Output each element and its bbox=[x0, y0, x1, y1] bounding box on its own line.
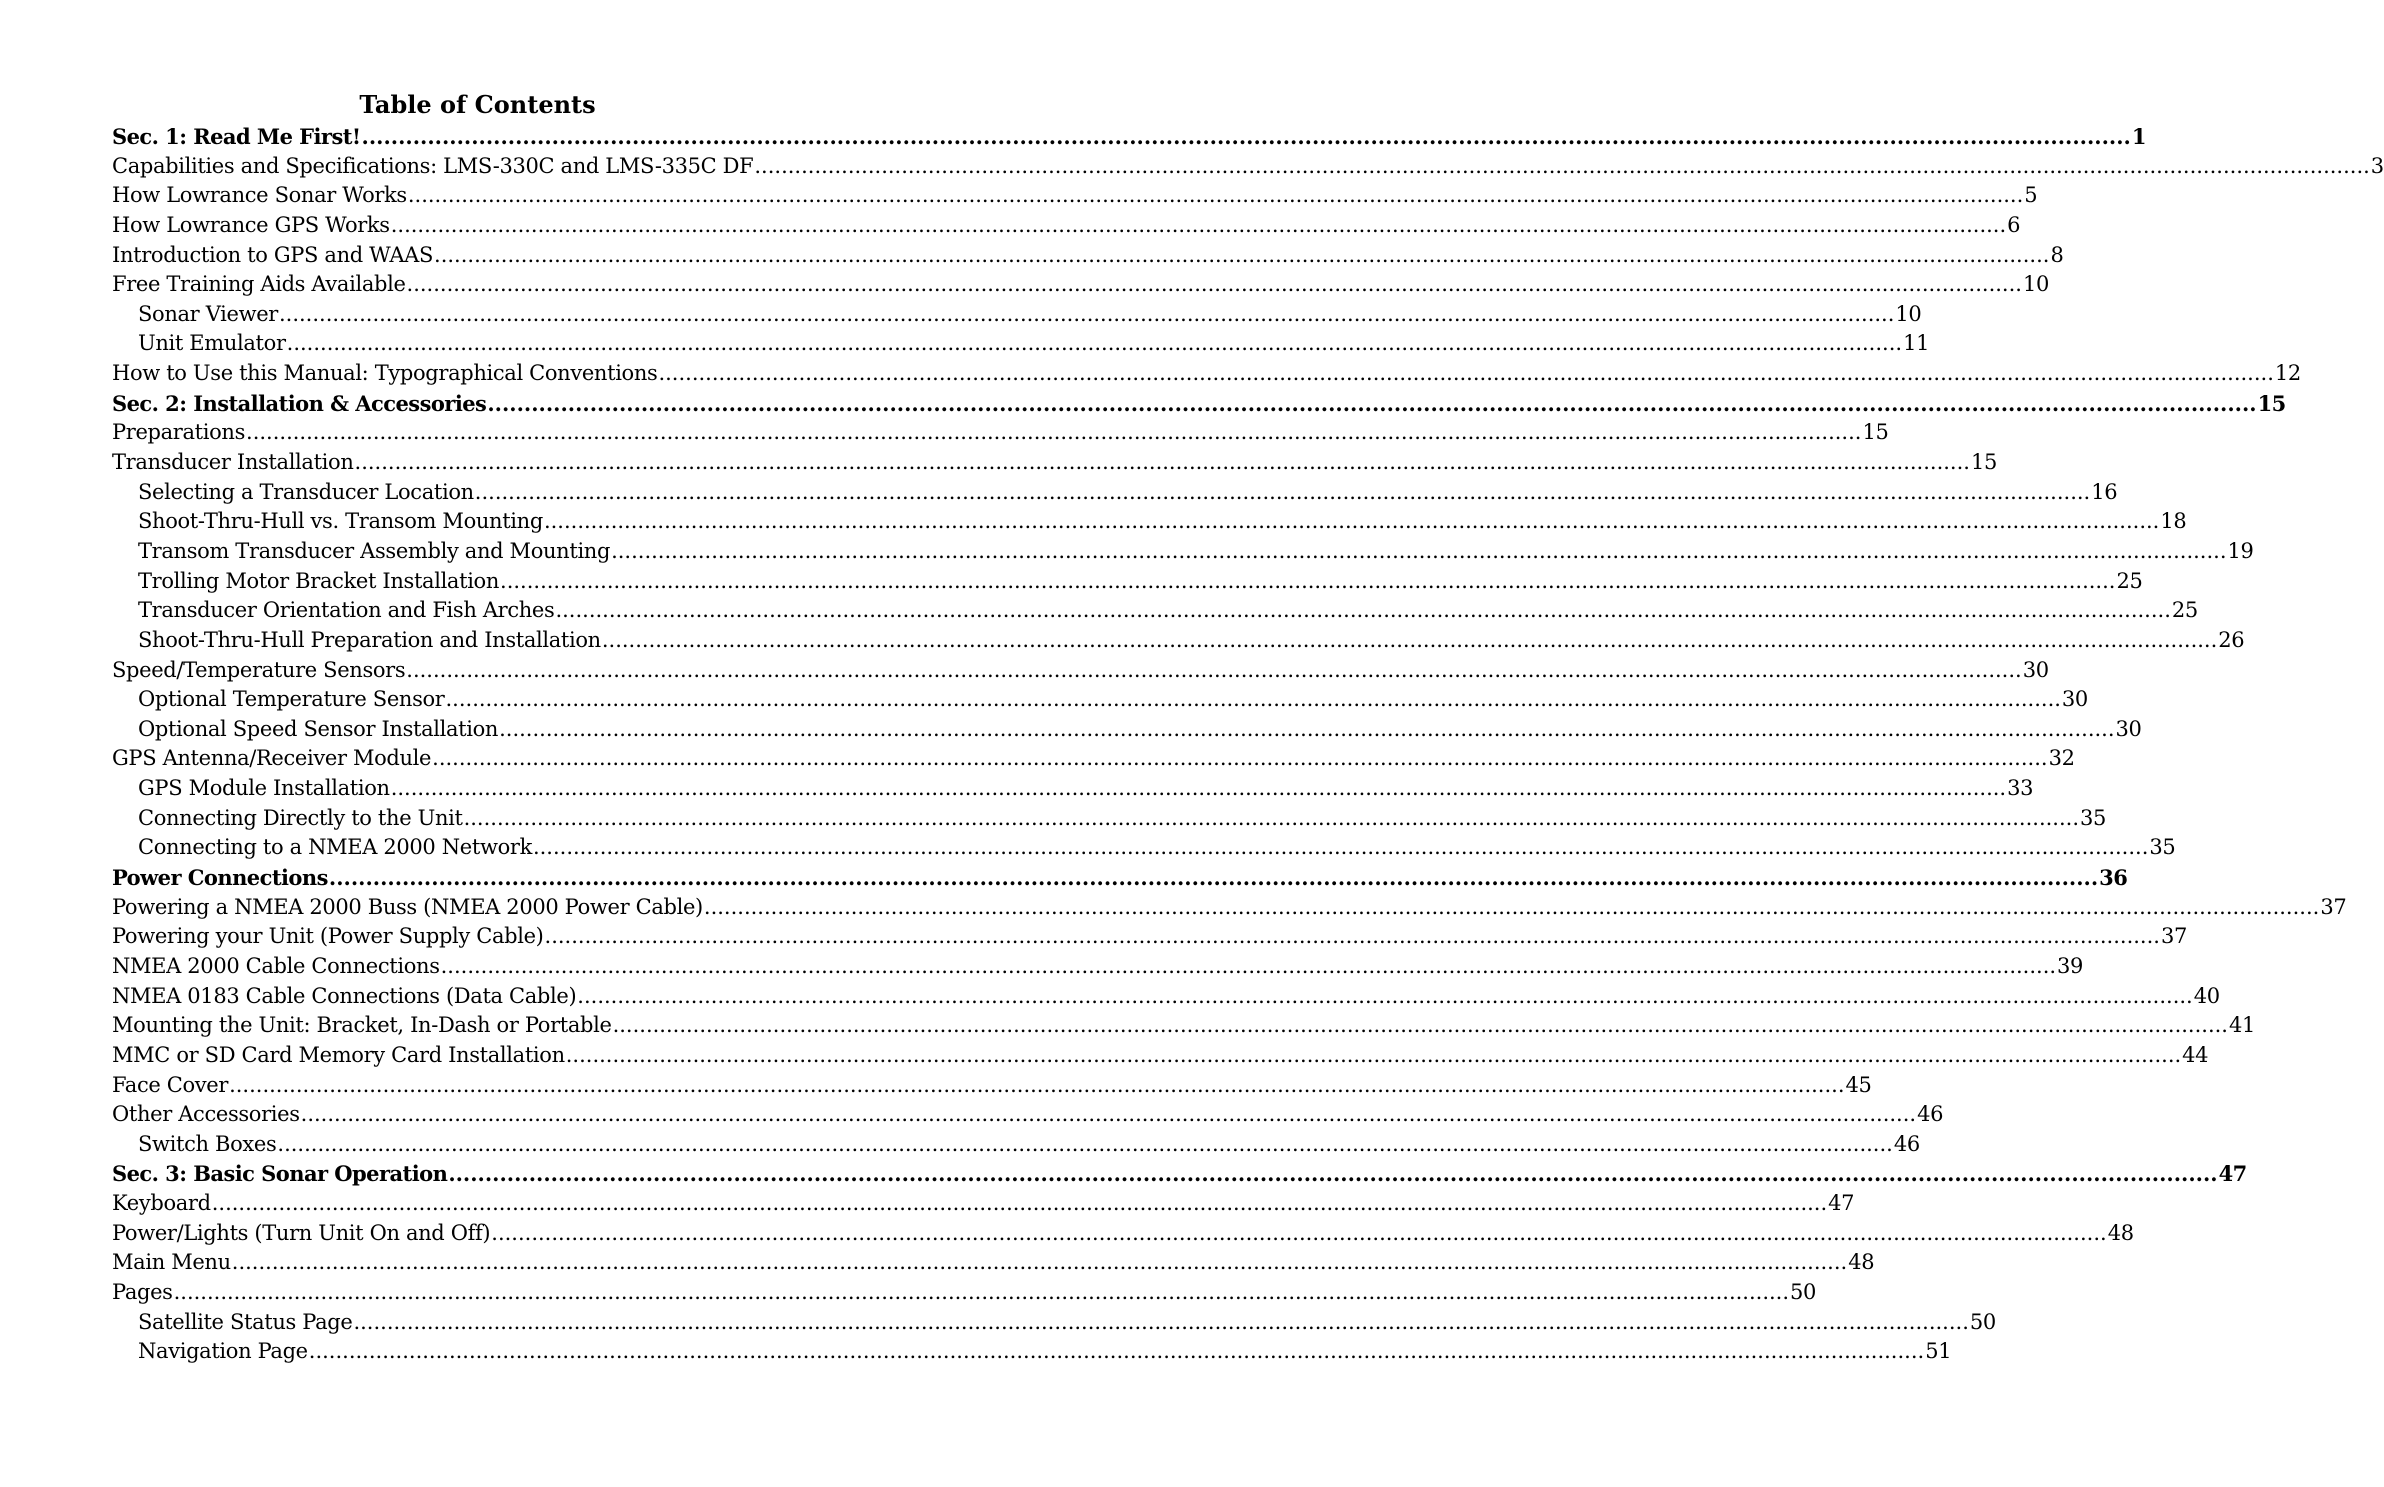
toc-page-number: 32 bbox=[2048, 746, 2075, 771]
toc-dot-leader bbox=[391, 774, 2006, 803]
toc-dot-leader bbox=[246, 418, 1861, 447]
toc-entry bbox=[112, 567, 2143, 597]
toc-entry-label: Sec. 2: Installation & Accessories bbox=[112, 390, 487, 416]
toc-entry-label: Sec. 1: Read Me First! bbox=[112, 124, 361, 149]
toc-dot-leader bbox=[499, 715, 2114, 744]
toc-dot-leader bbox=[391, 211, 2006, 240]
toc-dot-leader bbox=[475, 478, 2090, 507]
toc-entry-label: How Lowrance GPS Works bbox=[112, 212, 390, 237]
toc-entry-label: GPS Antenna/Receiver Module bbox=[112, 746, 432, 771]
toc-entry bbox=[112, 359, 2301, 389]
toc-entry-label: Main Menu bbox=[112, 1250, 231, 1275]
toc-entry-label: NMEA 2000 Cable Connections bbox=[112, 953, 440, 978]
toc-entry-label: Switch Boxes bbox=[138, 1131, 277, 1156]
toc-page-number: 41 bbox=[2228, 1013, 2256, 1038]
toc-page-number: 36 bbox=[2099, 865, 2128, 891]
toc-entry-label: Pages bbox=[112, 1279, 173, 1304]
toc-page-number: 39 bbox=[2057, 953, 2084, 978]
toc-page-number: 30 bbox=[2115, 716, 2142, 741]
toc-dot-leader bbox=[544, 507, 2159, 536]
toc-page-number: 10 bbox=[2022, 272, 2049, 297]
toc-dot-leader bbox=[533, 833, 2148, 862]
toc-entry bbox=[112, 715, 2142, 745]
toc-entry bbox=[112, 833, 2176, 863]
toc-entry bbox=[112, 1219, 2134, 1249]
toc-entry-label: Shoot-Thru-Hull vs. Transom Mounting bbox=[138, 509, 543, 534]
toc-section-heading bbox=[112, 1159, 2247, 1189]
toc-page-number: 3 bbox=[2370, 153, 2384, 178]
toc-page-number: 40 bbox=[2193, 983, 2220, 1008]
toc-page-number: 10 bbox=[1895, 301, 1922, 326]
toc-entry-label: Power Connections bbox=[112, 865, 328, 891]
toc-entry bbox=[112, 1100, 1944, 1130]
toc-page-number: 37 bbox=[2320, 894, 2347, 919]
toc-entry bbox=[112, 1189, 1855, 1219]
toc-entry bbox=[112, 596, 2198, 626]
toc-entry bbox=[112, 418, 1889, 448]
toc-page-number: 46 bbox=[1893, 1131, 1920, 1156]
toc-entry bbox=[112, 241, 2064, 271]
toc-list bbox=[112, 122, 2384, 1367]
toc-page-number: 8 bbox=[2050, 242, 2064, 267]
toc-entry bbox=[112, 922, 2187, 952]
toc-entry-label: Introduction to GPS and WAAS bbox=[112, 242, 434, 267]
toc-section-heading bbox=[112, 122, 2146, 152]
toc-dot-leader bbox=[232, 1248, 1847, 1277]
toc-entry-label: Power/Lights (Turn Unit On and Off) bbox=[112, 1220, 491, 1245]
toc-dot-leader bbox=[355, 448, 1970, 477]
toc-dot-leader bbox=[434, 241, 2049, 270]
toc-entry-label: Selecting a Transducer Location bbox=[138, 479, 474, 504]
toc-page-number: 35 bbox=[2149, 835, 2176, 860]
toc-entry bbox=[112, 507, 2187, 537]
toc-entry-label: Satellite Status Page bbox=[138, 1309, 353, 1334]
toc-page bbox=[112, 88, 2384, 1367]
toc-entry bbox=[112, 656, 2049, 686]
toc-entry-label: Free Training Aids Available bbox=[112, 272, 406, 297]
toc-dot-leader bbox=[287, 329, 1902, 358]
toc-entry-label: Shoot-Thru-Hull Preparation and Installation bbox=[138, 627, 601, 652]
toc-dot-leader bbox=[353, 1308, 1968, 1337]
toc-entry bbox=[112, 152, 2384, 182]
toc-entry bbox=[112, 744, 2075, 774]
toc-page-number: 37 bbox=[2160, 924, 2187, 949]
toc-page-number: 11 bbox=[1903, 331, 1930, 356]
toc-dot-leader bbox=[174, 1278, 1789, 1307]
toc-dot-leader bbox=[464, 804, 2079, 833]
toc-dot-leader bbox=[406, 656, 2021, 685]
toc-dot-leader bbox=[577, 982, 2192, 1011]
toc-dot-leader bbox=[491, 1219, 2106, 1248]
toc-entry-label: Powering a NMEA 2000 Buss (NMEA 2000 Power Cable) bbox=[112, 894, 703, 919]
toc-dot-leader bbox=[229, 1071, 1844, 1100]
toc-entry-label: Other Accessories bbox=[112, 1102, 300, 1127]
toc-entry-label: Transducer Orientation and Fish Arches bbox=[138, 598, 555, 623]
toc-entry bbox=[112, 1130, 1920, 1160]
toc-entry-label: Optional Speed Sensor Installation bbox=[138, 716, 499, 741]
toc-entry bbox=[112, 1308, 1996, 1338]
toc-entry-label: Speed/Temperature Sensors bbox=[112, 657, 406, 682]
toc-dot-leader bbox=[555, 596, 2170, 625]
toc-entry bbox=[112, 1337, 1952, 1367]
toc-entry-label: How Lowrance Sonar Works bbox=[112, 183, 407, 208]
toc-page-number: 50 bbox=[1969, 1309, 1996, 1334]
toc-dot-leader bbox=[545, 922, 2160, 951]
toc-title: Table of Contents bbox=[359, 90, 596, 119]
toc-entry-label: Keyboard bbox=[112, 1191, 211, 1216]
toc-dot-leader bbox=[611, 537, 2226, 566]
toc-entry-label: Connecting to a NMEA 2000 Network bbox=[138, 835, 532, 860]
toc-dot-leader bbox=[329, 863, 2098, 892]
toc-dot-leader bbox=[279, 300, 1894, 329]
toc-page-number: 35 bbox=[2080, 805, 2107, 830]
toc-dot-leader bbox=[446, 685, 2061, 714]
toc-entry bbox=[112, 329, 1930, 359]
toc-entry-label: Preparations bbox=[112, 420, 246, 445]
toc-entry-label: NMEA 0183 Cable Connections (Data Cable) bbox=[112, 983, 577, 1008]
toc-dot-leader bbox=[441, 952, 2056, 981]
toc-entry-label: Trolling Motor Bracket Installation bbox=[138, 568, 500, 593]
toc-page-number: 26 bbox=[2218, 627, 2245, 652]
toc-entry bbox=[112, 774, 2034, 804]
toc-page-number: 25 bbox=[2171, 598, 2198, 623]
toc-page-number: 25 bbox=[2116, 568, 2143, 593]
toc-dot-leader bbox=[704, 893, 2319, 922]
toc-entry bbox=[112, 1011, 2256, 1041]
toc-entry-label: Capabilities and Specifications: LMS-330C and LMS-335C DF bbox=[112, 153, 754, 178]
toc-entry bbox=[112, 300, 1922, 330]
toc-entry-label: Unit Emulator bbox=[138, 331, 286, 356]
toc-dot-leader bbox=[362, 122, 2131, 151]
toc-entry bbox=[112, 181, 2038, 211]
toc-entry-label: MMC or SD Card Memory Card Installation bbox=[112, 1042, 565, 1067]
toc-page-number: 47 bbox=[1828, 1191, 1855, 1216]
toc-entry bbox=[112, 804, 2107, 834]
toc-page-number: 15 bbox=[2257, 390, 2286, 416]
toc-dot-leader bbox=[602, 626, 2217, 655]
toc-entry bbox=[112, 1071, 1872, 1101]
toc-entry bbox=[112, 478, 2118, 508]
toc-dot-leader bbox=[309, 1337, 1924, 1366]
toc-entry-label: Mounting the Unit: Bracket, In-Dash or Portable bbox=[112, 1013, 612, 1038]
toc-page-number: 47 bbox=[2218, 1161, 2247, 1187]
toc-entry-label: Transom Transducer Assembly and Mounting bbox=[138, 538, 611, 563]
toc-entry-label: Face Cover bbox=[112, 1072, 229, 1097]
toc-section-heading bbox=[112, 389, 2286, 419]
toc-page-number: 12 bbox=[2274, 361, 2301, 386]
toc-page-number: 16 bbox=[2091, 479, 2118, 504]
toc-entry bbox=[112, 952, 2084, 982]
toc-entry bbox=[112, 685, 2088, 715]
toc-entry-label: Powering your Unit (Power Supply Cable) bbox=[112, 924, 544, 949]
toc-dot-leader bbox=[408, 181, 2023, 210]
toc-dot-leader bbox=[432, 744, 2047, 773]
toc-page-number: 15 bbox=[1862, 420, 1889, 445]
toc-page-number: 18 bbox=[2160, 509, 2187, 534]
toc-entry-label: Sec. 3: Basic Sonar Operation bbox=[112, 1161, 448, 1187]
toc-entry bbox=[112, 893, 2347, 923]
toc-page-number: 48 bbox=[1848, 1250, 1875, 1275]
toc-entry bbox=[112, 982, 2220, 1012]
toc-entry-label: Transducer Installation bbox=[112, 450, 354, 475]
toc-page-number: 5 bbox=[2024, 183, 2038, 208]
toc-entry-label: Sonar Viewer bbox=[138, 301, 278, 326]
toc-section-heading bbox=[112, 863, 2128, 893]
toc-page-number: 51 bbox=[1925, 1339, 1952, 1364]
toc-page-number: 33 bbox=[2007, 776, 2034, 801]
toc-entry-label: Navigation Page bbox=[138, 1339, 308, 1364]
toc-page-number: 46 bbox=[1917, 1102, 1944, 1127]
toc-entry bbox=[112, 537, 2254, 567]
toc-entry-label: Connecting Directly to the Unit bbox=[138, 805, 463, 830]
toc-dot-leader bbox=[301, 1100, 1916, 1129]
toc-dot-leader bbox=[212, 1189, 1827, 1218]
toc-dot-leader bbox=[658, 359, 2273, 388]
toc-page-number: 19 bbox=[2227, 538, 2254, 563]
toc-page-number: 48 bbox=[2107, 1220, 2134, 1245]
toc-entry bbox=[112, 626, 2245, 656]
toc-entry bbox=[112, 211, 2021, 241]
toc-dot-leader bbox=[407, 270, 2022, 299]
toc-entry bbox=[112, 1248, 1875, 1278]
toc-dot-leader bbox=[448, 1159, 2217, 1188]
toc-entry-label: GPS Module Installation bbox=[138, 776, 390, 801]
toc-dot-leader bbox=[754, 152, 2369, 181]
toc-page-number: 30 bbox=[2061, 687, 2088, 712]
toc-page-number: 45 bbox=[1845, 1072, 1872, 1097]
toc-entry bbox=[112, 448, 1997, 478]
toc-entry-label: How to Use this Manual: Typographical Conventions bbox=[112, 361, 658, 386]
toc-dot-leader bbox=[277, 1130, 1892, 1159]
toc-page-number: 15 bbox=[1970, 450, 1997, 475]
toc-page-number: 44 bbox=[2182, 1042, 2209, 1067]
toc-dot-leader bbox=[566, 1041, 2181, 1070]
toc-dot-leader bbox=[613, 1011, 2228, 1040]
toc-dot-leader bbox=[487, 389, 2256, 418]
toc-entry bbox=[112, 270, 2049, 300]
toc-page-number: 50 bbox=[1790, 1279, 1817, 1304]
toc-entry bbox=[112, 1041, 2209, 1071]
toc-dot-leader bbox=[500, 567, 2115, 596]
toc-page-number: 1 bbox=[2131, 124, 2146, 149]
toc-page-number: 6 bbox=[2007, 212, 2021, 237]
toc-entry-label: Optional Temperature Sensor bbox=[138, 687, 445, 712]
toc-entry bbox=[112, 1278, 1817, 1308]
toc-page-number: 30 bbox=[2022, 657, 2049, 682]
